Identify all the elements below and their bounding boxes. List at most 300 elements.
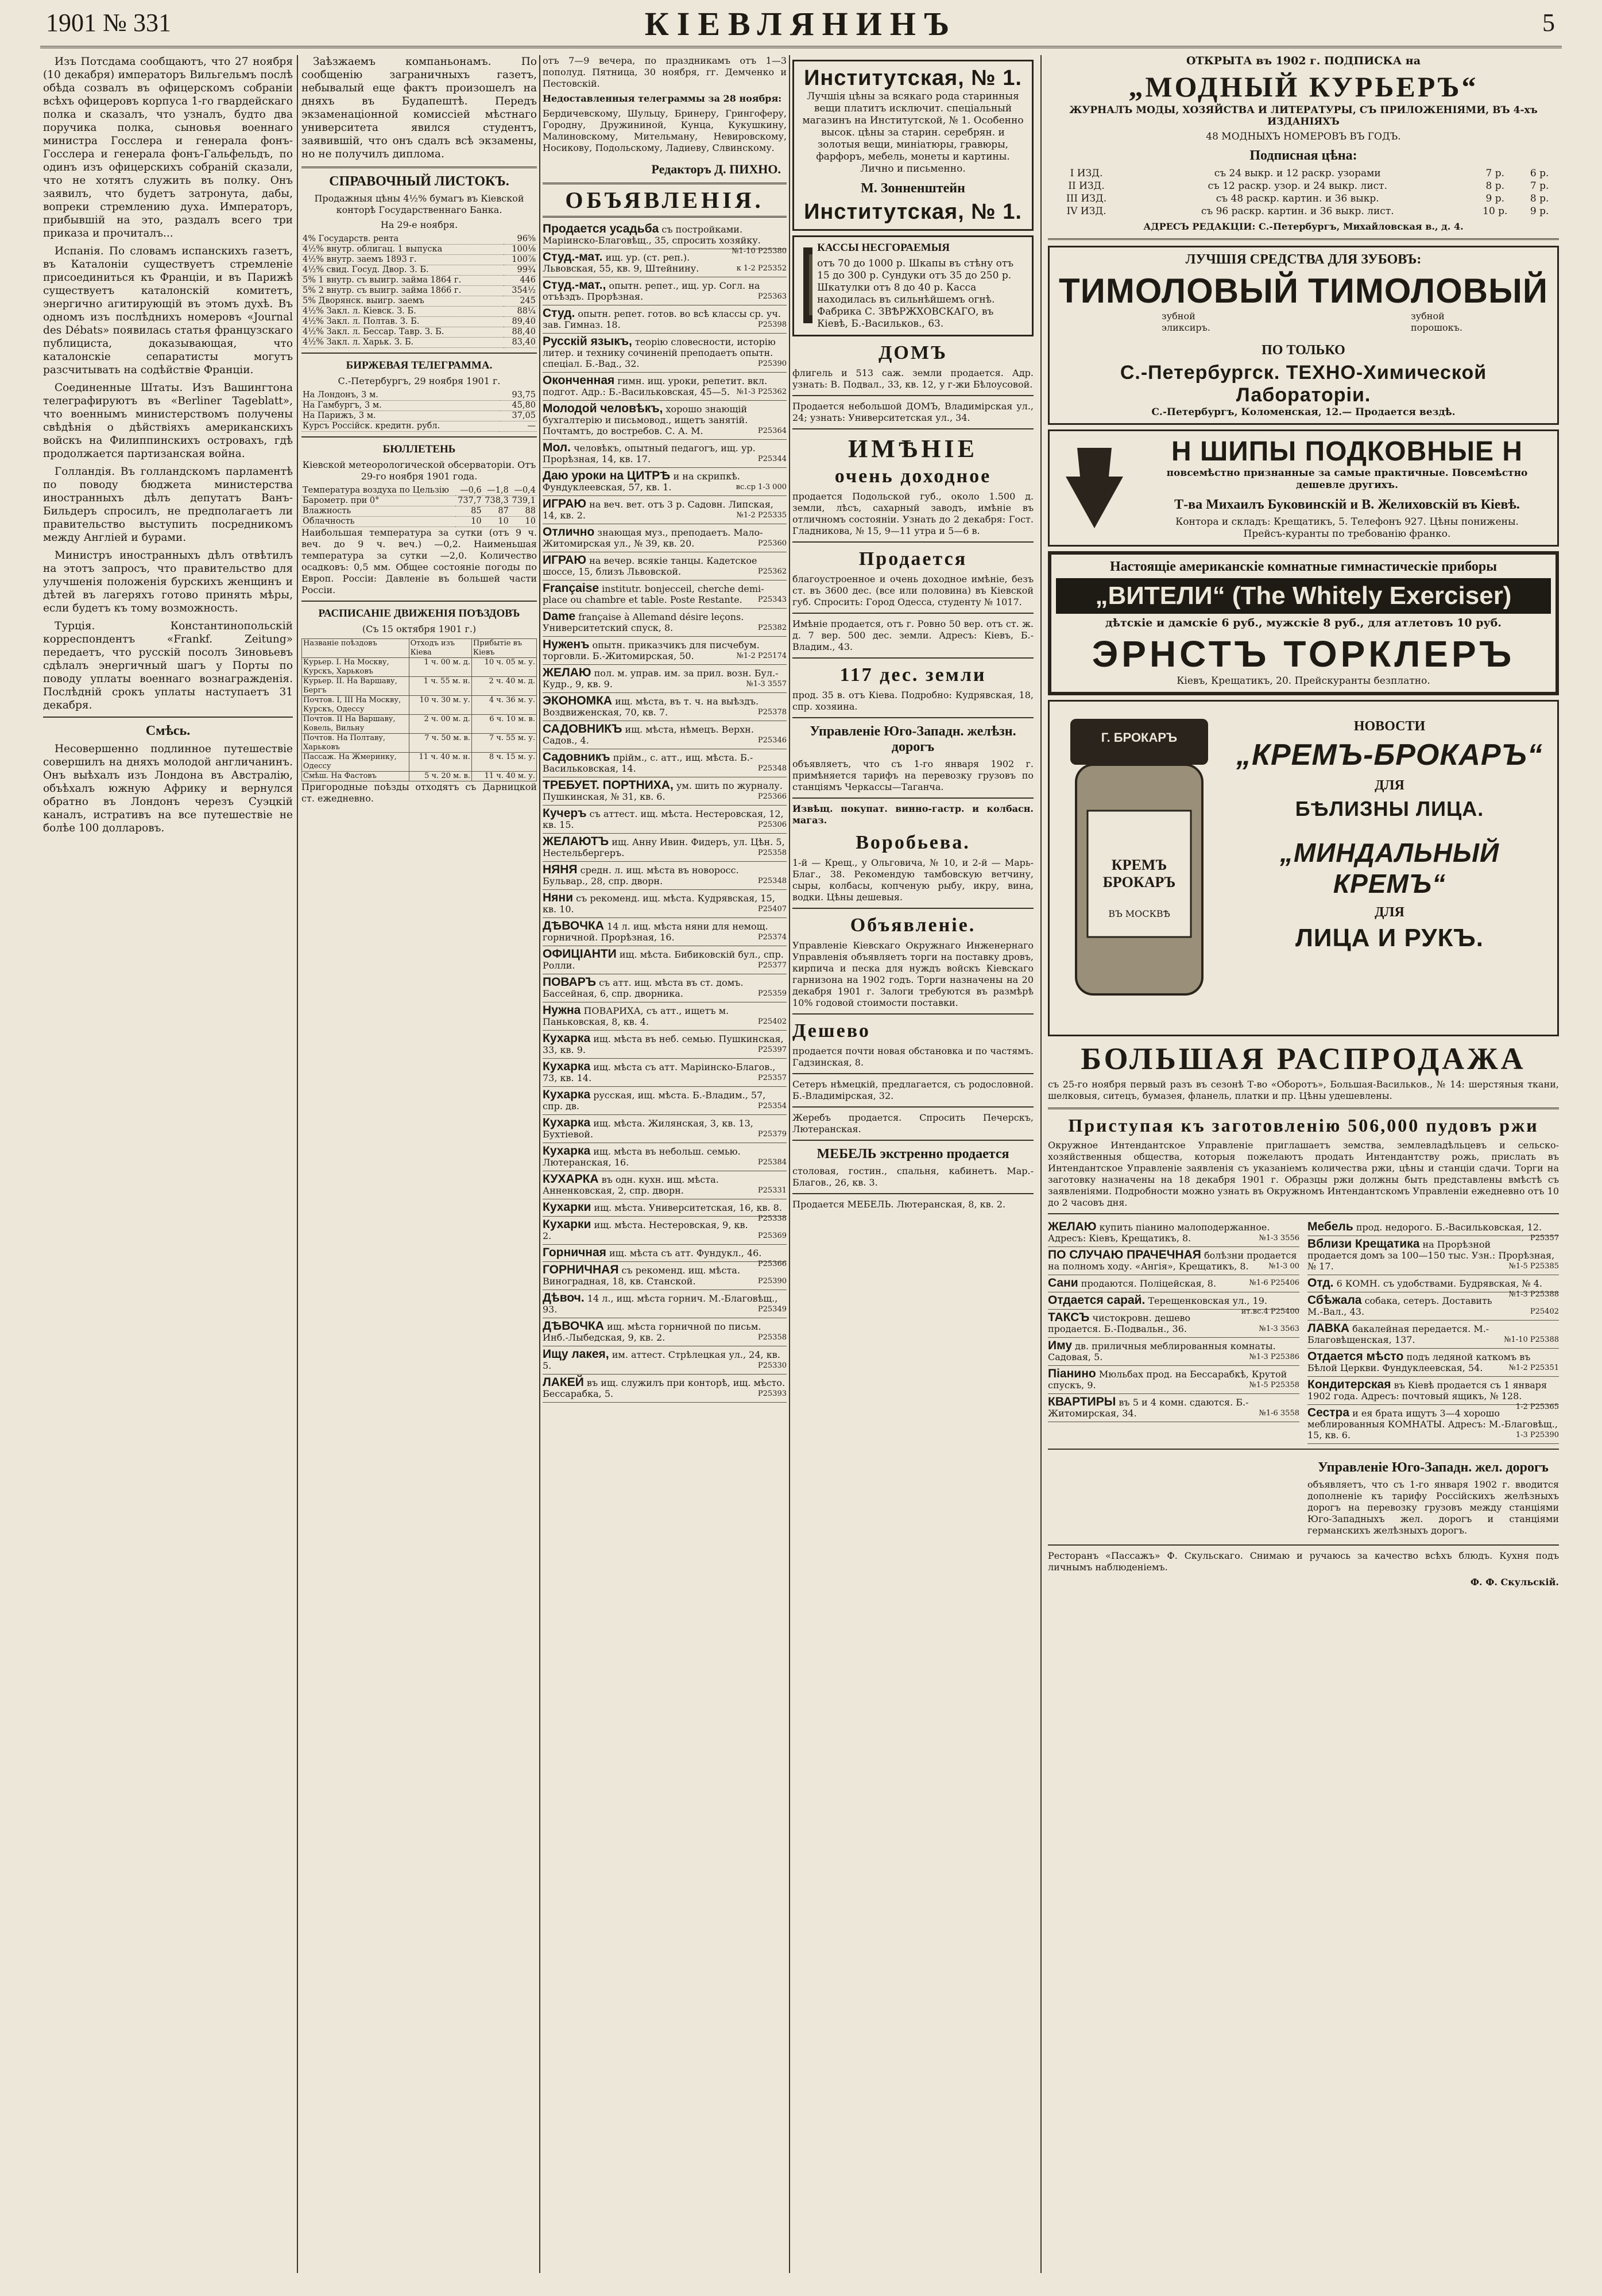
- table-cell: Курсъ Россійск. кредитн. рубл.: [301, 421, 500, 432]
- ad-text: ищ. мѣста въ неб. семью. Пушкинская, 33, кв. 9.: [543, 1033, 784, 1055]
- table-cell: 10: [455, 517, 482, 527]
- ad-text: и на скрипкѣ. Фундуклеевская, 57, кв. 1.: [543, 471, 740, 493]
- ad-lead: Молодой человѣкъ,: [543, 402, 663, 415]
- ad-lead: Кучеръ: [543, 807, 587, 820]
- ad-text: человѣкъ, опытный педагогъ, ищ. ур. Прорѣзная, 14, кв. 17.: [543, 443, 756, 464]
- classified-ad: [543, 1346, 787, 1374]
- ad-code: №1-2 Р25335: [736, 511, 787, 520]
- ad-text: institutr. bonjecceil, cherche demi-place ou chambre et table. Poste Restante.: [543, 583, 764, 605]
- modny-kurier-ad: [1048, 55, 1559, 233]
- news-paragraph: Министръ иностранныхъ дѣлъ отвѣтилъ на этотъ запросъ, что правительство для улучшенія положенія бурскихъ женщинъ и дѣтей въ лагеряхъ готово принять мѣры, если будетъ къ тому возможность.: [43, 549, 293, 614]
- table-cell: 4½% свид. Госуд. Двор. З. Б.: [301, 265, 504, 276]
- ad-code: №1-10 Р25380: [732, 247, 787, 255]
- ad-signature: Ф. Ф. Скульскій.: [1470, 1577, 1559, 1588]
- ad-rule: [1048, 1213, 1559, 1214]
- ad-code: 1-2 Р25365: [1515, 1403, 1559, 1411]
- ad-text: продается Подольской губ., около 1.500 д. земли, лѣсъ, сахарный заводъ, имѣніе въ отличномъ состояніи. Узнать до 2 декабря: Гост. Гладникова, № 15, 9—11 утра и 5—6 в.: [792, 491, 1034, 536]
- section-rule: [301, 436, 537, 437]
- ad-lead: ИГРАЮ: [543, 553, 586, 567]
- classified-ad: [543, 1002, 787, 1031]
- ad-rule: [792, 797, 1034, 799]
- ad-title: ДОМЪ: [879, 342, 947, 363]
- ad-code: №1-3 00: [1268, 1262, 1299, 1271]
- ad-text: 1-й — Крещ., у Ольговича, № 10, и 2-й — Марь-Благ., 38. Рекомендую тамбовскую ветчину, сыры, колбасы, копченую рыбу, икру, вина, водки. Цѣны дешевыя.: [792, 857, 1034, 903]
- table-cell: 9 р.: [1530, 206, 1549, 217]
- table-cell: 89,40: [504, 317, 537, 327]
- table-cell: 1 ч. 55 м. н.: [409, 677, 471, 696]
- ad-text: им. аттест. Стрѣлецкая ул., 24, кв. 5.: [543, 1349, 780, 1371]
- column-divider: [1040, 55, 1042, 2273]
- table-row: [302, 772, 537, 781]
- newspaper-title: КІЕВЛЯНИНЪ: [644, 5, 958, 42]
- ad-text: бакалейная передается. М.-Благовѣщенская, 137.: [1307, 1323, 1489, 1345]
- classified-ad: [1048, 1275, 1299, 1292]
- ad-text: объявляетъ, что съ 1-го января 1902 г. вводится дополненіе къ тарифу Россійскихъ желѣзныхъ дорогъ на перевозку грузовъ между станціями Юго-Западныхъ жел. дорогъ и станціями германскихъ желѣзныхъ дорогъ.: [1307, 1479, 1559, 1536]
- classified-list: [543, 221, 787, 1403]
- jar-label: Г. БРОКАРЪ: [1101, 730, 1178, 745]
- ad-lead: Дѣвоч.: [543, 1291, 585, 1304]
- ad-text: ищ. мѣста, нѣмецъ. Верхн. Садов., 4.: [543, 724, 754, 746]
- ad-text: собака, сетеръ. Доставить М.-Вал., 43.: [1307, 1295, 1492, 1317]
- table-cell: 738,3: [483, 496, 510, 506]
- table-cell: съ 48 раскр. картин. и 36 выкр.: [1216, 193, 1379, 204]
- ad-lead: Няни: [543, 891, 574, 904]
- table-cell: 100⅞: [504, 255, 537, 265]
- ad-text: купить піанино малоподержанное. Адресъ: Кіевъ, Крещатикъ, 8.: [1048, 1222, 1270, 1244]
- classified-ad: [543, 1217, 787, 1245]
- ad-label: НОВОСТИ: [1353, 719, 1426, 734]
- ad-title: Управленіе Юго-Западн. желѣзн. дорогъ: [810, 724, 1016, 754]
- classified-ad: [543, 305, 787, 334]
- ad-header: ОТКРЫТА въ 1902 г. ПОДПИСКА на: [1186, 55, 1421, 67]
- section-rule: [43, 717, 293, 718]
- ad-title: Приступая къ заготовленію 506,000 пудовъ ржи: [1068, 1115, 1539, 1136]
- ad-text: 6 КОМН. съ удобствами. Будрявская, № 4.: [1336, 1278, 1542, 1289]
- ad-code: №1-3 3557: [746, 680, 787, 688]
- ad-lead: Иму: [1048, 1339, 1073, 1352]
- ad-text: благоустроенное и очень доходное имѣніе, безъ ст. въ 3600 дес. (все или половина) въ Кіевской губ. Спросить: Город Одесса, студенту № 1017.: [792, 574, 1034, 607]
- issue-number: 1901 № 331: [46, 9, 171, 37]
- ad-lead: Русскій языкъ,: [543, 335, 632, 348]
- table-cell: 88¼: [504, 307, 537, 317]
- ad-text: опытн. репет. готов. во всѣ классы ср. уч. зав. Гимназ. 18.: [543, 308, 781, 330]
- ad-rule: [792, 541, 1034, 543]
- table-row: [301, 286, 537, 296]
- classified-ad: [543, 373, 787, 401]
- classified-ad: [543, 834, 787, 862]
- ad-rule: [792, 1140, 1034, 1141]
- ad-lead: ЖЕЛАЮТЪ: [543, 835, 609, 848]
- ad-lead: Студ.: [543, 307, 575, 320]
- table-cell: На Парижъ, 3 м.: [301, 411, 500, 421]
- ad-title: Продается: [858, 548, 968, 570]
- masthead: [40, 0, 1562, 48]
- ad-code: Р25366: [757, 792, 787, 801]
- ad-lead: КУХАРКА: [543, 1172, 599, 1186]
- ad-title: Воробьева.: [856, 832, 970, 853]
- ad-note: Прейсъ-куранты по требованію франко.: [1243, 528, 1451, 540]
- table-cell: —0,6: [455, 486, 482, 496]
- ad-lead: ГОРНИЧНАЯ: [543, 1263, 619, 1276]
- page-number: 5: [1542, 9, 1555, 37]
- table-row: [301, 245, 537, 255]
- table-cell: I ИЗД.: [1070, 168, 1103, 179]
- column-reference: [301, 55, 537, 2273]
- ad-code: Р25358: [757, 849, 787, 857]
- classified-ad: [543, 1115, 787, 1143]
- horseshoe-ad: [1048, 429, 1559, 547]
- classified-ad: [1307, 1219, 1559, 1242]
- ad-lead: Française: [543, 582, 599, 595]
- ad-lead: Кондитерская: [1307, 1378, 1391, 1391]
- table-cell: —: [500, 421, 537, 432]
- table-cell: 2 ч. 40 м. д.: [471, 677, 536, 696]
- ad-lead: Кухарки: [543, 1201, 591, 1214]
- column-divider: [297, 55, 298, 2273]
- ad-lead: Кухарки: [543, 1218, 591, 1231]
- ad-text: ищ. мѣста, въ т. ч. на выѣздъ. Воздвиженская, 70, кв. 7.: [543, 696, 759, 718]
- ad-code: Р25357: [757, 1074, 787, 1082]
- ad-text: и ея брата ищутъ 3—4 хорошо меблированныя КОМНАТЫ. Адресъ: М.-Благовѣщ., 15, кв. 6.: [1307, 1408, 1558, 1441]
- ad-text: чистокровн. дешево продается. Б.-Подвальн., 36.: [1048, 1312, 1191, 1334]
- table-cell: 737,7: [455, 496, 482, 506]
- classified-ad: [543, 1059, 787, 1087]
- news-paragraph: Соединенные Штаты. Изъ Вашингтона телеграфируютъ въ «Berliner Tageblatt», что военнымъ министерствомъ получены свѣдѣнія о дѣйствіяхъ американскихъ войскъ на Филиппинскихъ островахъ, гдѣ продолжается партизанская война.: [43, 382, 293, 460]
- ad-rule: [792, 1013, 1034, 1015]
- ad-text: съ постройками. Маріинско-Благовѣщ., 35, спросить хозяйку.: [543, 224, 761, 246]
- telegrams-heading: Недоставленныя телеграммы за 28 ноября:: [543, 93, 782, 104]
- ad-text: съ атт. ищ. мѣста въ ст. домъ. Бассейная, 6, спр. дворника.: [543, 977, 744, 999]
- ad-subtitle: ПО ТОЛЬКО: [1262, 343, 1345, 358]
- ad-code: №1-5 Р25385: [1508, 1262, 1559, 1271]
- ad-text: ищ. ур. (ст. реп.). Львовская, 55, кв. 9, Штейнину.: [543, 252, 699, 274]
- section-rule: [301, 601, 537, 602]
- classified-ad: [543, 637, 787, 665]
- ad-title: ТИМОЛОВЫЙ: [1059, 272, 1299, 310]
- classified-ad: [543, 401, 787, 440]
- ad-code: Р25344: [757, 455, 787, 463]
- ad-text: Сетеръ нѣмецкій, предлагается, съ родословной. Б.-Владимірская, 32.: [792, 1079, 1034, 1101]
- ad-lead: Отлично: [543, 525, 595, 539]
- price-heading: Подписная цѣна:: [1249, 148, 1357, 163]
- ad-rule: [792, 1106, 1034, 1108]
- ad-code: Р25369: [757, 1232, 787, 1240]
- table-row: [302, 696, 537, 715]
- ad-rule: [792, 1073, 1034, 1074]
- ad-code: Р25306: [757, 820, 787, 829]
- table-cell: Облачность: [301, 517, 455, 527]
- column-news: [43, 55, 293, 2273]
- ad-title: Институтская, № 1.: [804, 66, 1022, 90]
- table-row: [301, 411, 537, 421]
- ad-code: №1-3 Р25362: [736, 388, 787, 396]
- table-cell: 96⅝: [504, 234, 537, 245]
- column-ads: [792, 55, 1034, 2273]
- ad-lead: ЖЕЛАЮ: [543, 666, 591, 679]
- ad-title: Дешево: [792, 1020, 870, 1041]
- ad-rule: [792, 657, 1034, 659]
- classified-ad: [543, 1262, 787, 1290]
- classified-ad: [543, 1171, 787, 1199]
- table-row: [302, 715, 537, 734]
- news-paragraph: Турція. Константинопольскій корреспондентъ «Frankf. Zeitung» передаетъ, что русскій посолъ Зиновьевъ сдѣлалъ энергичный шагъ у Порты по поводу уплаты военнаго вознагражденія. Послѣдній срокъ уплаты наступаетъ 31 декабря.: [43, 620, 293, 711]
- table-cell: 8 р.: [1485, 180, 1505, 192]
- table-cell: Барометр. при 0°: [301, 496, 455, 506]
- weather-notes: Наибольшая температура за сутки (отъ 9 ч. веч. до 9 ч. веч.) —0,2. Наименьшая температура за сутки —2,0. Количество осадковъ: 0,5 мм. Общее состояніе погоды по Европ. Россіи: Давленіе въ большей части Россіи.: [301, 527, 537, 595]
- ad-rule: [792, 1193, 1034, 1194]
- ad-code: Р25378: [757, 708, 787, 717]
- table-cell: 87: [483, 506, 510, 517]
- ad-lead: Отд.: [1307, 1276, 1334, 1290]
- ad-code: Р25338: [757, 1214, 787, 1223]
- table-cell: На Лондонъ, 3 м.: [301, 390, 500, 401]
- ad-footer: Институтская, № 1.: [804, 200, 1022, 224]
- ad-lead: ПОВАРЪ: [543, 975, 596, 989]
- classified-ad: [543, 1290, 787, 1318]
- ad-address: Контора и складъ: Крещатикъ, 5. Телефонъ 927. Цѣны понижены.: [1175, 516, 1519, 528]
- ad-code: Р25374: [757, 933, 787, 942]
- ad-title: ИМѢНІЕ: [848, 435, 978, 463]
- news-paragraph: Голландія. Въ голландскомъ парламентѣ по поводу бюджета министерства иностранныхъ дѣлъ депутатъ Ванъ-Бильдеръ спросилъ, не предполагаетъ ли правительство выступить посредникомъ между Англіей и бурами.: [43, 466, 293, 544]
- ad-code: Р25382: [757, 624, 787, 632]
- ad-text: 14 л., ищ. мѣста горнич. М.-Благовѣщ., 93.: [543, 1293, 778, 1315]
- ad-address: Кіевъ, Крещатикъ, 20. Прейскуранты безплатно.: [1177, 675, 1430, 687]
- table-cell: 8 ч. 15 м. у.: [471, 753, 536, 772]
- classified-ad: [1048, 1247, 1299, 1275]
- news-paragraph: Несовершенно подлинное путешествіе совершилъ на дняхъ молодой англичанинъ. Онъ выѣхалъ изъ Лондона въ Австралію, объѣхалъ южную Африку и вернулся обратно въ Лондонъ черезъ Суэцкій каналъ, истративъ на все путешествіе не болѣе 100 долларовъ.: [43, 743, 293, 834]
- classified-ad: [1307, 1377, 1559, 1411]
- timol-ad: [1048, 246, 1559, 425]
- ad-text: 14 л. ищ. мѣста няни для немощ. горничной. Прорѣзная, 16.: [543, 921, 768, 943]
- ad-code: Р25377: [757, 961, 787, 970]
- table-cell: съ 24 выкр. и 12 раскр. узорами: [1214, 168, 1381, 179]
- ad-lead: ИГРАЮ: [543, 497, 586, 510]
- ad-title: КАССЫ НЕСГОРАЕМЫЯ: [817, 242, 950, 254]
- table-cell: 5 ч. 20 м. в.: [409, 772, 471, 781]
- table-cell: 354½: [504, 286, 537, 296]
- exerciser-ad: [1048, 551, 1559, 695]
- ad-text: продается почти новая обстановка и по частямъ. Гадзинская, 8.: [792, 1046, 1034, 1068]
- table-cell: 4 ч. 36 м. у.: [471, 696, 536, 715]
- ad-rule: [792, 395, 1034, 396]
- column-classifieds: [543, 55, 787, 2273]
- ad-code: Р25362: [757, 567, 787, 576]
- section-heading: БИРЖЕВАЯ ТЕЛЕГРАММА.: [346, 359, 493, 371]
- ad-text: Мюльбах прод. на Бессарабкѣ, Крутой спускъ, 9.: [1048, 1369, 1287, 1391]
- table-row: [1048, 167, 1559, 180]
- table-cell: 10: [483, 517, 510, 527]
- cream-brocard-ad: [1048, 700, 1559, 1036]
- ad-code: Р25390: [757, 359, 787, 368]
- section-subheading: Кіевской метеорологической обсерваторіи. Отъ 29-го ноября 1901 года.: [302, 459, 536, 482]
- ad-title: 117 дес. земли: [839, 664, 986, 686]
- table-cell: На Гамбургъ, 3 м.: [301, 401, 500, 411]
- ad-lab-name: С.-Петербургск. ТЕХНО-Химической Лабораторіи.: [1120, 362, 1487, 406]
- table-row: [301, 327, 537, 338]
- exchange-table: [301, 390, 537, 432]
- ad-subtitle: очень доходное: [834, 466, 992, 487]
- ad-text: отъ 70 до 1000 р. Шкапы въ стѣну отъ 15 до 300 р. Сундуки отъ 35 до 250 р. Шкатулки отъ 8 до 40 р. Касса находилась въ сильнѣйшемъ огнѣ. Фабрика С. ЗВѢРЖХОВСКАГО, въ Кіевѣ, Б.-Васильков., 63.: [817, 258, 1014, 330]
- ad-lead: ДѢВОЧКА: [543, 1319, 604, 1333]
- ad-text: въ 5 и 4 комн. сдаются. Б.-Житомирская, 34.: [1048, 1397, 1249, 1419]
- ad-lead: Сани: [1048, 1276, 1078, 1290]
- table-cell: 10 р.: [1483, 206, 1508, 217]
- ad-rule: [1048, 1108, 1559, 1109]
- ad-code: Р25357: [1530, 1234, 1559, 1242]
- table-cell: Смѣш. На Фастовъ: [302, 772, 409, 781]
- ad-text: русская, ищ. мѣста. Б.-Владим., 57, спр. дв.: [543, 1090, 766, 1112]
- table-cell: 100⅛: [504, 245, 537, 255]
- ad-lead: Отдается сарай.: [1048, 1294, 1146, 1307]
- ad-code: к 1-2 Р25352: [736, 264, 787, 273]
- table-header: Прибытіе въ Кіевъ: [471, 639, 536, 658]
- ad-text: ПОВАРИХА, съ атт., ищетъ м. Паньковская, 8, кв. 4.: [543, 1005, 729, 1027]
- ad-title: „КРЕМЪ-БРОКАРЪ“: [1236, 738, 1543, 772]
- ad-code: №1-2 Р25351: [1508, 1364, 1559, 1372]
- ad-title: „МОДНЫЙ КУРЬЕРЪ“: [1128, 71, 1479, 103]
- ad-code: 1-3 Р25390: [1515, 1431, 1559, 1439]
- table-cell: Почтов. II На Варшаву, Ковель, Вильну: [302, 715, 409, 734]
- ad-code: Р25363: [757, 292, 787, 301]
- ad-text: ищ. мѣста въ небольш. семью. Лютеранская, 16.: [543, 1146, 741, 1168]
- table-cell: Курьер. II. На Варшаву, Бергъ: [302, 677, 409, 696]
- classified-ad: [543, 1031, 787, 1059]
- classified-ad: [1307, 1349, 1559, 1377]
- table-cell: 5% 2 внутр. съ выигр. займа 1866 г.: [301, 286, 504, 296]
- classified-ad: [543, 334, 787, 373]
- ad-label: зубной порошокъ.: [1411, 311, 1462, 333]
- ad-lead: НЯНЯ: [543, 863, 578, 876]
- classified-ad: [543, 665, 787, 693]
- ad-firm: ЭРНСТЪ ТОРКЛЕРЪ: [1092, 633, 1515, 675]
- ad-title: Управленіе Юго-Западн. жел. дорогъ: [1318, 1460, 1549, 1475]
- table-header: Отходъ изъ Кіева: [409, 639, 471, 658]
- ad-text: столовая, гостин., спальня, кабинетъ. Мар.-Благов., 26, кв. 3.: [792, 1166, 1034, 1188]
- ad-code: Р25402: [757, 1017, 787, 1026]
- ad-lead: ЛАВКА: [1307, 1322, 1350, 1335]
- ad-text: Ресторанъ «Пассажъ» Ф. Скульскаго. Снимаю и ручаюсь за качество всѣхъ блюдъ. Кухня подъ личнымъ наблюденіемъ.: [1048, 1550, 1559, 1573]
- table-cell: 88,40: [504, 327, 537, 338]
- table-cell: 5% Дворянск. выигр. заемъ: [301, 296, 504, 307]
- ad-code: Р25330: [757, 1361, 787, 1370]
- ad-code: №1-3 Р25386: [1249, 1353, 1299, 1361]
- table-cell: 4½% внутр. облигац. 1 выпуска: [301, 245, 504, 255]
- ads-heading: ОБЪЯВЛЕНІЯ.: [543, 183, 787, 218]
- ad-text: ищ. мѣста съ атт. Фундукл., 46.: [609, 1248, 762, 1259]
- classified-ad: [1307, 1275, 1559, 1299]
- ad-lead: Кухарка: [543, 1116, 591, 1129]
- table-row: [301, 421, 537, 432]
- table-row: [301, 276, 537, 286]
- classified-ad: [543, 496, 787, 524]
- ad-header: ЛУЧШІЯ СРЕДСТВА ДЛЯ ЗУБОВЪ:: [1185, 252, 1422, 267]
- table-row: [1048, 180, 1559, 192]
- ad-lead: Студ.-мат.,: [543, 278, 606, 292]
- ad-text: хорошо знающій бухгалтерію и письмовод., ищетъ занятій. Почтамтъ, до востребов. С. А. М.: [543, 404, 748, 436]
- section-subheading: Продажныя цѣны 4½% бумагъ въ Кіевской конторѣ Государственнаго Банка.: [314, 193, 524, 215]
- news-paragraph: Заѣзжаемъ компаньонамъ. По сообщенію заграничныхъ газетъ, небывалый еще фактъ произошелъ на дняхъ въ Будапештѣ. Передъ экзаменаціонной комиссіей мѣстнаго университета явился студентъ, заявившій, что онъ сдалъ всѣ экзамены, но не получилъ диплома.: [301, 56, 537, 160]
- ad-lead: ТРЕБУЕТ. ПОРТНИХА,: [543, 779, 674, 792]
- classified-ad: [1048, 1219, 1299, 1247]
- classified-ad: [543, 693, 787, 721]
- ad-lead: ПО СЛУЧАЮ ПРАЧЕЧНАЯ: [1048, 1248, 1201, 1261]
- table-cell: 37,05: [500, 411, 537, 421]
- section-rule: [301, 167, 537, 168]
- table-cell: Почтов. I, III На Москву, Курскъ, Одессу: [302, 696, 409, 715]
- section-heading: РАСПИСАНІЕ ДВИЖЕНІЯ ПОѢЗДОВЪ: [318, 607, 520, 620]
- ad-text: ищ. Анну Ивин. Фидеръ, ул. Цѣн. 5, Нестельбергеръ.: [543, 837, 785, 858]
- table-cell: 9 р.: [1485, 193, 1505, 204]
- ad-code: №1-6 Р25406: [1249, 1279, 1299, 1287]
- classified-ad: [1048, 1338, 1299, 1366]
- section-date: На 29-е ноября.: [380, 219, 458, 230]
- table-cell: съ 12 раскр. узор. и 24 выкр. лист.: [1208, 180, 1387, 192]
- table-row: [301, 234, 537, 245]
- ad-address: АДРЕСЪ РЕДАКЦІИ: С.-Петербургъ, Михайловская в., д. 4.: [1143, 221, 1464, 232]
- ad-lead: ОФИЦІАНТИ: [543, 947, 617, 961]
- table-row: [301, 496, 537, 506]
- ad-text: прод. 35 в. отъ Кіева. Подробно: Кудрявская, 18, спр. хозяина.: [792, 690, 1034, 712]
- table-cell: III ИЗД.: [1066, 193, 1107, 204]
- ad-rule: [792, 613, 1034, 614]
- ad-text: Жеребъ продается. Спросить Печерскъ, Лютеранская.: [792, 1112, 1034, 1135]
- ad-lead: Нуженъ: [543, 638, 590, 651]
- ad-text: Продается МЕБЕЛЬ. Лютеранская, 8, кв. 2.: [792, 1199, 1006, 1210]
- ad-text: прійм., с. атт., ищ. мѣста. Б.-Васильковская, 14.: [543, 752, 753, 774]
- ad-subtitle: Извѣщ. покупат. винно-гастр. и колбасн. магаз.: [792, 803, 1034, 826]
- news-paragraph: отъ 7—9 вечера, по праздникамъ отъ 1—3 пополуд. Пятница, 30 ноября, гг. Демченко и Пестовскій.: [543, 55, 787, 89]
- ad-text: повсемѣстно признанные за самые практичные. Повсемѣстно дешевле другихъ.: [1166, 467, 1528, 491]
- classified-ad: [543, 1318, 787, 1346]
- ad-title: БОЛЬШАЯ РАСПРОДАЖА: [1081, 1041, 1526, 1076]
- ad-text: Лучшія цѣны за всякаго рода старинныя вещи платитъ исключит. спеціальный магазинъ на Институтской, № 1. Особенно высок. цѣны за старин. серебрян. и золотыя вещи, миніатюры, гравюры, фарфоръ, мебель, монеты и картины. Лично и письменно.: [802, 91, 1024, 175]
- table-cell: 4½% Закл. л. Бессар. Тавр. З. Б.: [301, 327, 504, 338]
- ad-lead: Кухарка: [543, 1060, 591, 1073]
- ad-owner: М. Зонненштейн: [861, 181, 965, 196]
- table-cell: 10 ч. 05 м. у.: [471, 658, 536, 677]
- ad-rule: [1048, 1449, 1559, 1450]
- classified-ad: [1048, 1292, 1299, 1316]
- table-cell: 93,75: [500, 390, 537, 401]
- classified-ad: [543, 277, 787, 305]
- ad-lead: Вблизи Крещатика: [1307, 1237, 1420, 1250]
- classified-ad: [543, 777, 787, 806]
- ad-text: Продается небольшой ДОМЪ, Владимірская ул., 24; узнать: Университетская ул., 34.: [792, 401, 1034, 423]
- table-cell: 88: [510, 506, 537, 517]
- table-cell: 7 ч. 50 м. в.: [409, 734, 471, 753]
- table-cell: 6 ч. 10 м. в.: [471, 715, 536, 734]
- classified-ad: [543, 440, 787, 468]
- table-cell: съ 96 раскр. картин. и 36 выкр. лист.: [1201, 206, 1394, 217]
- ad-code: Р25398: [757, 320, 787, 329]
- table-row: [301, 517, 537, 527]
- ad-lead: ЖЕЛАЮ: [1048, 1220, 1097, 1233]
- jar-label: КРЕМЪ БРОКАРЪ: [1102, 857, 1176, 890]
- ad-code: №1-5 Р25358: [1249, 1381, 1299, 1389]
- classified-ad: [1048, 1394, 1299, 1422]
- ad-code: Р25379: [757, 1130, 787, 1139]
- classified-ad: [543, 749, 787, 777]
- ad-text: дв. приличныя меблированныя комнаты. Садовая, 5.: [1048, 1341, 1276, 1362]
- ad-text: съ рекоменд. ищ. мѣста. Виноградная, 18, кв. Станской.: [543, 1265, 740, 1287]
- ad-code: №1-3 3556: [1259, 1234, 1299, 1242]
- bond-table: [301, 234, 537, 348]
- ad-lead: Нужна: [543, 1004, 581, 1017]
- section-subheading: (Съ 15 октября 1901 г.): [362, 624, 477, 634]
- ad-code: Р25360: [757, 539, 787, 548]
- ad-code: ит.вс.4 Р25400: [1241, 1307, 1299, 1316]
- ad-text: опытн. приказчикъ для писчебум. торговли. Б.-Житомирская, 50.: [543, 640, 760, 661]
